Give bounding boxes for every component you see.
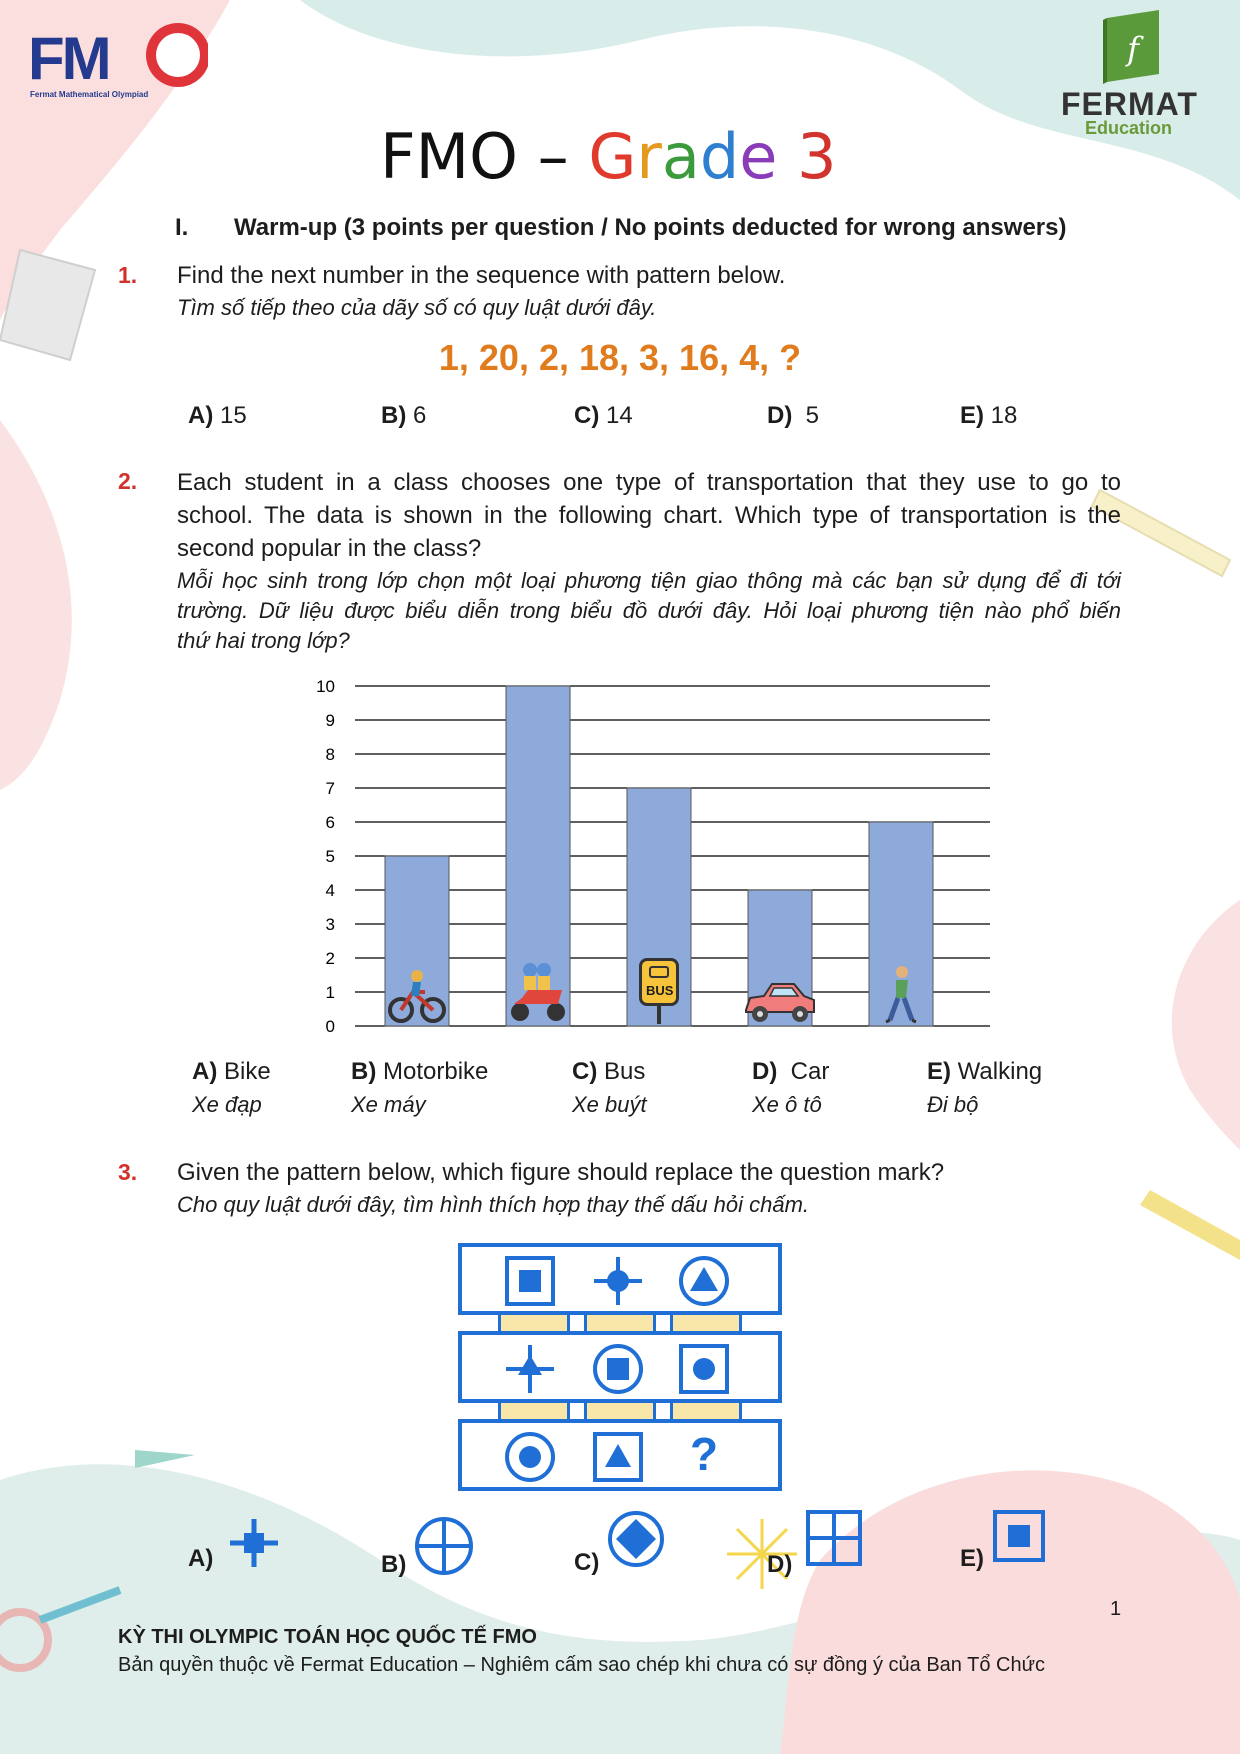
q1-option-c[interactable] bbox=[574, 402, 633, 430]
option-value: Motorbike bbox=[383, 1058, 489, 1085]
circle-in-circle-icon bbox=[504, 1431, 556, 1483]
q2-option-b[interactable] bbox=[351, 1058, 488, 1118]
option-en bbox=[192, 1058, 271, 1086]
option-letter: A) bbox=[188, 1545, 214, 1572]
plus-circle-icon bbox=[592, 1255, 644, 1307]
y-tick-label: 7 bbox=[325, 779, 335, 798]
option-letter: B) bbox=[351, 1058, 377, 1085]
q3-number: 3. bbox=[118, 1159, 138, 1185]
triangle-in-square-icon bbox=[592, 1431, 644, 1483]
q2-option-d[interactable] bbox=[752, 1058, 829, 1118]
grid-connector bbox=[584, 1401, 656, 1419]
option-letter: C) bbox=[574, 1549, 600, 1576]
y-tick-label: 9 bbox=[325, 711, 335, 730]
q1-option-d[interactable] bbox=[767, 402, 819, 430]
q2-option-e[interactable] bbox=[927, 1058, 1042, 1118]
option-letter: B) bbox=[381, 1551, 407, 1578]
section-heading: Warm-up (3 points per question / No points deducted for wrong answers) bbox=[234, 214, 1067, 241]
y-tick-label: 0 bbox=[325, 1017, 335, 1036]
title-letter: G bbox=[588, 120, 637, 193]
section-roman: I. bbox=[175, 214, 189, 241]
title-letter: r bbox=[636, 120, 662, 193]
triangle-in-circle-icon bbox=[678, 1255, 730, 1307]
y-tick-label: 10 bbox=[316, 677, 335, 696]
option-letter: C) bbox=[574, 402, 600, 429]
option-value: 6 bbox=[413, 402, 427, 429]
window-grid-icon bbox=[805, 1509, 863, 1567]
q3-option-b[interactable] bbox=[381, 1515, 481, 1595]
square-in-square-icon bbox=[504, 1255, 556, 1307]
q1-number: 1. bbox=[118, 262, 138, 288]
q2-en-line: school. The data is shown in the following chart. Which type of transportation is the bbox=[177, 502, 1121, 529]
option-letter: D) bbox=[767, 402, 793, 429]
walking-person-icon bbox=[884, 966, 918, 1024]
fmo-logo-subtitle: Fermat Mathematical Olympiad bbox=[30, 90, 149, 99]
option-value: Walking bbox=[957, 1058, 1043, 1085]
bus-sign-text: BUS bbox=[646, 983, 674, 998]
pattern-row-1 bbox=[458, 1243, 782, 1315]
q3-option-e[interactable] bbox=[960, 1515, 1060, 1595]
footer-title: KỲ THI OLYMPIC TOÁN HỌC QUỐC TẾ FMO bbox=[118, 1626, 537, 1648]
option-value: Car bbox=[790, 1058, 830, 1085]
fermat-sub: Education bbox=[1085, 118, 1173, 138]
fermat-brand: FERMAT bbox=[1061, 86, 1198, 122]
q3-text-vi: Cho quy luật dưới đây, tìm hình thích hợp thay thế dấu hỏi chấm. bbox=[177, 1192, 810, 1217]
plus-square-icon bbox=[226, 1515, 282, 1571]
diamond-in-circle-icon bbox=[606, 1509, 666, 1569]
bus-mini-icon bbox=[649, 966, 669, 978]
motorbike-icon bbox=[508, 960, 568, 1024]
fermat-logo bbox=[1055, 8, 1215, 138]
pattern-row-3 bbox=[458, 1419, 782, 1491]
q1-sequence: 1, 20, 2, 18, 3, 16, 4, ? bbox=[438, 337, 802, 378]
page-title bbox=[380, 120, 837, 193]
car-icon bbox=[742, 980, 818, 1024]
page-number: 1 bbox=[1110, 1598, 1122, 1620]
bus-sign-icon bbox=[639, 958, 679, 1024]
q2-en-line: second popular in the class? bbox=[177, 535, 482, 562]
q1-option-a[interactable] bbox=[188, 402, 247, 430]
y-tick-label: 5 bbox=[325, 847, 335, 866]
q2-number: 2. bbox=[118, 468, 138, 494]
y-tick-label: 8 bbox=[325, 745, 335, 764]
grid-connector bbox=[498, 1313, 570, 1331]
option-value: Bike bbox=[224, 1058, 271, 1085]
y-tick-label: 3 bbox=[325, 915, 335, 934]
option-vi: Xe buýt bbox=[572, 1092, 647, 1117]
option-vi: Xe đạp bbox=[192, 1092, 262, 1117]
option-value: 5 bbox=[805, 402, 820, 429]
svg-text:f: f bbox=[1127, 30, 1139, 68]
option-letter: E) bbox=[927, 1058, 951, 1085]
q3-option-a[interactable] bbox=[188, 1515, 288, 1585]
option-vi: Xe máy bbox=[351, 1092, 426, 1117]
q3-text-en: Given the pattern below, which figure should replace the question mark? bbox=[177, 1159, 945, 1186]
q2-en-line: Each student in a class chooses one type of transportation that they use to go to bbox=[177, 469, 1121, 496]
question-mark: ? bbox=[690, 1428, 719, 1480]
option-value: 18 bbox=[990, 402, 1018, 429]
pattern-row-2 bbox=[458, 1331, 782, 1403]
y-tick-label: 2 bbox=[325, 949, 335, 968]
option-en bbox=[752, 1058, 829, 1086]
q2-vi-line: Mỗi học sinh trong lớp chọn một loại phương tiện giao thông mà các bạn sử dụng để đi tới bbox=[177, 568, 1121, 593]
q1-text-en: Find the next number in the sequence with pattern below. bbox=[177, 262, 786, 289]
q2-text-en bbox=[177, 466, 1121, 565]
y-tick-label: 6 bbox=[325, 813, 335, 832]
sign-board bbox=[639, 958, 679, 1006]
q2-option-a[interactable] bbox=[192, 1058, 271, 1118]
grid-connector bbox=[670, 1313, 742, 1331]
option-value: 14 bbox=[606, 402, 633, 429]
title-letter: e bbox=[739, 120, 778, 193]
grid-connector bbox=[670, 1401, 742, 1419]
title-prefix: FMO – bbox=[380, 120, 589, 193]
square-in-square-icon bbox=[992, 1509, 1046, 1563]
option-vi: Xe ô tô bbox=[752, 1092, 822, 1117]
q2-text-vi bbox=[177, 566, 1121, 656]
q1-option-b[interactable] bbox=[381, 402, 426, 430]
circle-in-square-icon bbox=[678, 1343, 730, 1395]
q2-option-c[interactable] bbox=[572, 1058, 647, 1118]
title-letter: 3 bbox=[797, 120, 837, 193]
title-grade bbox=[588, 120, 836, 193]
fmo-logo-text: FM bbox=[28, 25, 109, 92]
option-en bbox=[927, 1058, 1042, 1086]
option-letter: B) bbox=[381, 402, 407, 429]
y-tick-label: 4 bbox=[325, 881, 335, 900]
title-letter bbox=[777, 120, 797, 193]
grid-connector bbox=[498, 1401, 570, 1419]
chart-y-ticks bbox=[316, 677, 335, 1036]
option-letter: A) bbox=[188, 402, 214, 429]
option-letter: E) bbox=[960, 1545, 984, 1572]
title-letter: a bbox=[661, 120, 700, 193]
option-value: 15 bbox=[220, 402, 247, 429]
option-vi: Đi bộ bbox=[927, 1092, 979, 1117]
option-letter: C) bbox=[572, 1058, 598, 1085]
plus-triangle-icon bbox=[504, 1343, 556, 1395]
bicycle-icon bbox=[387, 968, 447, 1024]
crosshair-circle-icon bbox=[413, 1515, 475, 1577]
title-letter: d bbox=[699, 120, 740, 193]
q2-vi-line: trường. Dữ liệu được biểu diễn trong biểu đồ dưới đây. Hỏi loại phương tiện nào phổ biến bbox=[177, 598, 1121, 623]
footer-copyright: Bản quyền thuộc về Fermat Education – Nghiêm cấm sao chép khi chưa có sự đồng ý của Ban Tổ Chức bbox=[118, 1654, 1045, 1676]
q1-text-vi: Tìm số tiếp theo của dãy số có quy luật dưới đây. bbox=[177, 295, 657, 320]
option-en bbox=[572, 1058, 647, 1086]
option-letter: A) bbox=[192, 1058, 218, 1085]
square-in-circle-icon bbox=[592, 1343, 644, 1395]
option-en bbox=[351, 1058, 488, 1086]
q2-vi-line: thứ hai trong lớp? bbox=[177, 628, 350, 653]
option-letter: D) bbox=[752, 1058, 778, 1085]
option-letter: D) bbox=[767, 1551, 793, 1578]
option-value: Bus bbox=[604, 1058, 646, 1085]
y-tick-label: 1 bbox=[325, 983, 335, 1002]
q1-option-e[interactable] bbox=[960, 402, 1017, 430]
grid-connector bbox=[584, 1313, 656, 1331]
option-letter: E) bbox=[960, 402, 984, 429]
book-icon bbox=[1055, 8, 1215, 88]
fmo-logo bbox=[28, 10, 208, 105]
q3-option-d[interactable] bbox=[767, 1515, 867, 1595]
pattern-grid bbox=[458, 1243, 782, 1491]
q3-option-c[interactable] bbox=[574, 1515, 674, 1595]
